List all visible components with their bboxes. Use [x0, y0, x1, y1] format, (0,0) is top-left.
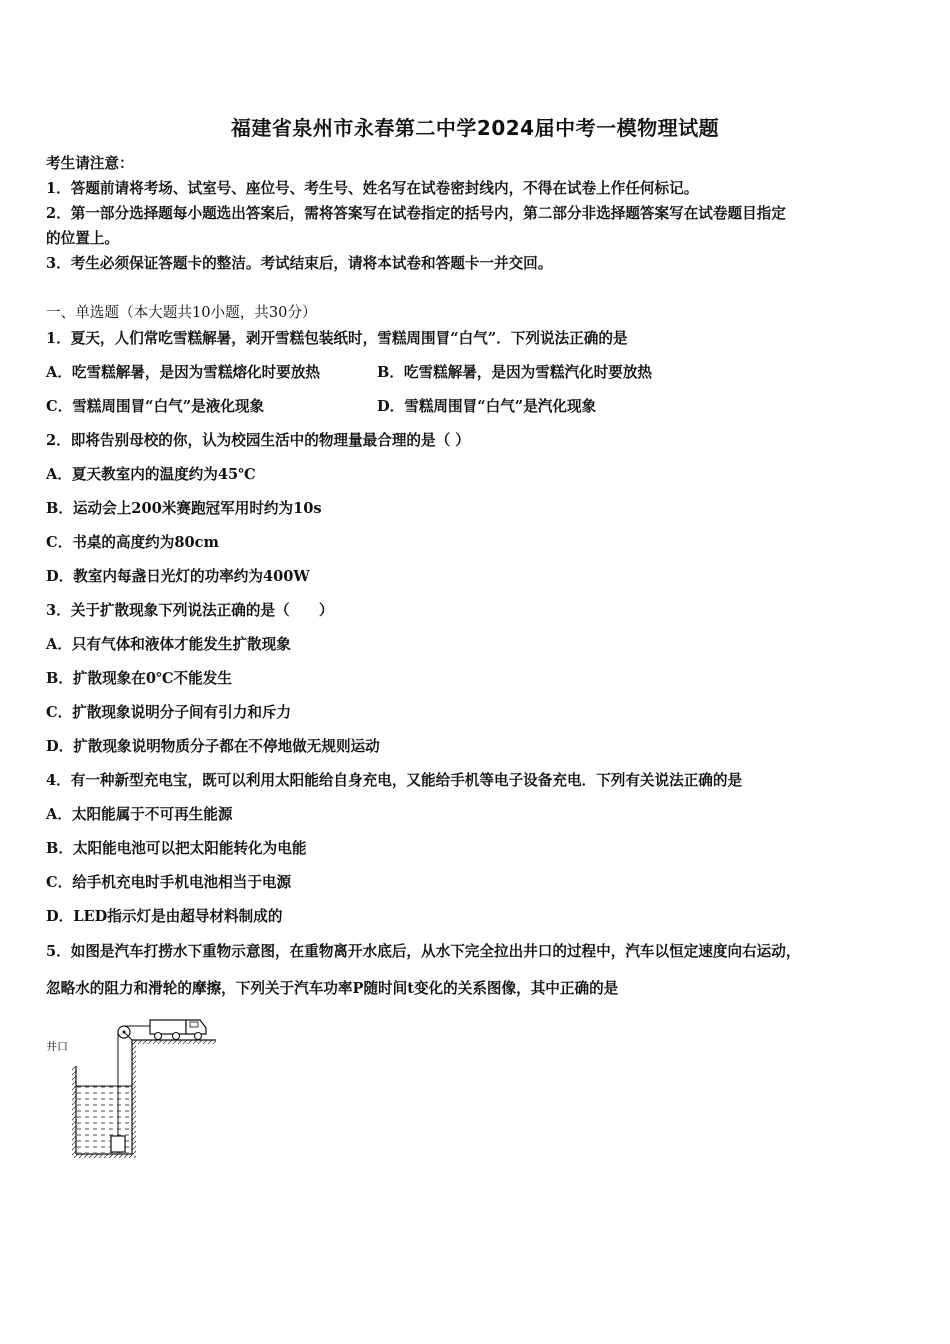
- truck-wheel: [195, 1033, 202, 1040]
- question-4-option-a: A．太阳能属于不可再生能源: [46, 806, 233, 823]
- well-label: 井口: [46, 1040, 68, 1053]
- question-4-option-d: D．LED指示灯是由超导材料制成的: [46, 908, 283, 925]
- truck-well-diagram: [44, 1018, 224, 1163]
- truck-body: [150, 1020, 186, 1034]
- question-1-option-a: A．吃雪糕解暑，是因为雪糕熔化时要放热: [46, 364, 321, 381]
- question-2-option-d: D．教室内每盏日光灯的功率约为400W: [46, 568, 310, 585]
- question-1-option-c: C．雪糕周围冒“白气”是液化现象: [46, 398, 265, 415]
- question-3-option-c: C．扩散现象说明分子间有引力和斥力: [46, 704, 292, 721]
- question-3-option-b: B．扩散现象在0℃不能发生: [46, 670, 232, 687]
- notice-item: 1．答题前请将考场、试室号、座位号、考生号、姓名写在试卷密封线内，不得在试卷上作任何标记。: [46, 180, 699, 197]
- notice-item: 2．第一部分选择题每小题选出答案后，需将答案写在试卷指定的括号内，第二部分非选择题答案写在试卷题目指定: [46, 205, 786, 222]
- question-4-option-c: C．给手机充电时手机电池相当于电源: [46, 874, 292, 891]
- notice-item: 3．考生必须保证答题卡的整洁。考试结束后，请将本试卷和答题卡一并交回。: [46, 255, 553, 272]
- question-5-stem-line-2: 忽略水的阻力和滑轮的摩擦，下列关于汽车功率P随时间t变化的关系图像，其中正确的是: [46, 980, 619, 997]
- section-heading: 一、单选题（本大题共10小题，共30分）: [46, 304, 317, 321]
- page-title: 福建省泉州市永春第二中学2024届中考一模物理试题: [230, 116, 720, 140]
- question-2-option-a: A．夏天教室内的温度约为45℃: [46, 466, 256, 483]
- question-4-option-b: B．太阳能电池可以把太阳能转化为电能: [46, 840, 307, 857]
- question-5-stem-line-1: 5．如图是汽车打捞水下重物示意图，在重物离开水底后，从水下完全拉出井口的过程中，汽车以恒定速度向右运动，: [46, 943, 801, 960]
- truck-wheel: [155, 1033, 162, 1040]
- question-3-option-d: D．扩散现象说明物质分子都在不停地做无规则运动: [46, 738, 380, 755]
- question-2-option-b: B．运动会上200米赛跑冠军用时约为10s: [46, 500, 322, 517]
- question-1-stem: 1．夏天，人们常吃雪糕解暑，剥开雪糕包装纸时，雪糕周围冒“白气”．下列说法正确的是: [46, 330, 628, 347]
- question-3-stem: 3．关于扩散现象下列说法正确的是（ ）: [46, 602, 334, 619]
- weight-block: [111, 1136, 125, 1152]
- question-2-stem: 2．即将告别母校的你，认为校园生活中的物理量最合理的是（ ）: [46, 432, 470, 449]
- well-wall-right: [132, 1040, 136, 1154]
- notice-item: 的位置上。: [46, 230, 119, 247]
- question-1-option-d: D．雪糕周围冒“白气”是汽化现象: [377, 398, 597, 415]
- truck-wheel: [173, 1033, 180, 1040]
- notice-heading: 考生请注意：: [46, 155, 134, 172]
- question-4-stem: 4．有一种新型充电宝，既可以利用太阳能给自身充电，又能给手机等电子设备充电．下列有关说法正确的是: [46, 772, 743, 789]
- question-2-option-c: C．书桌的高度约为80cm: [46, 534, 220, 551]
- question-3-option-a: A．只有气体和液体才能发生扩散现象: [46, 636, 291, 653]
- question-1-option-b: B．吃雪糕解暑，是因为雪糕汽化时要放热: [377, 364, 653, 381]
